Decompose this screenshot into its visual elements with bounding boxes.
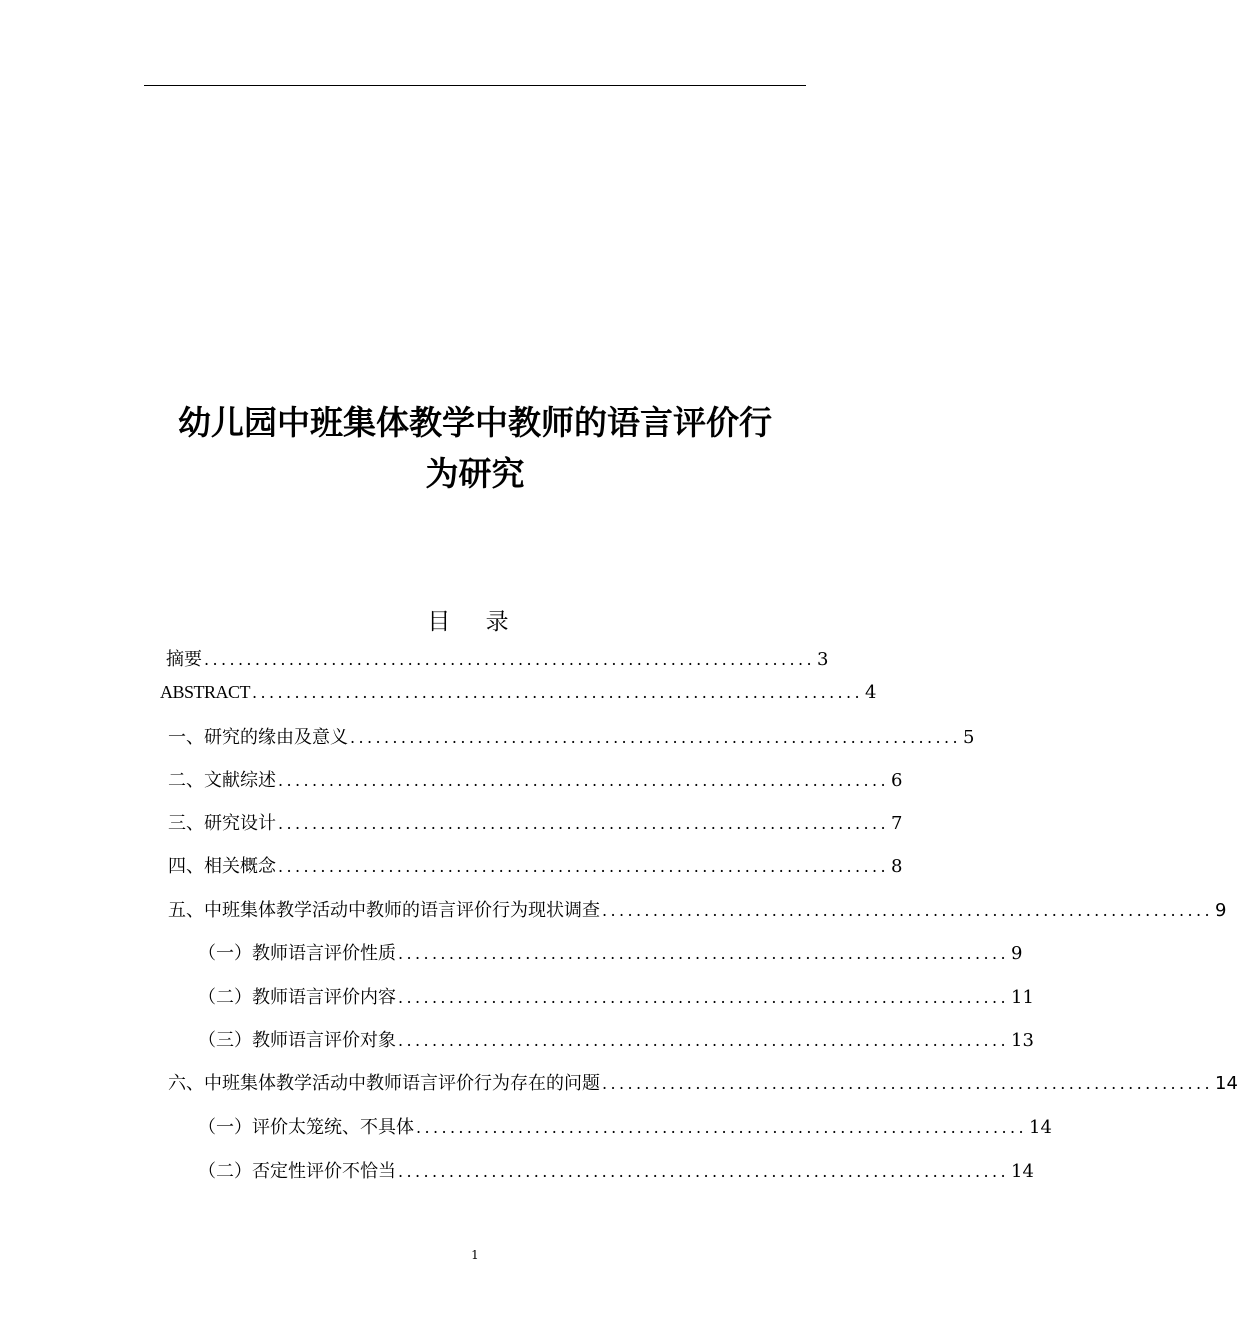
toc-entry-number: 五、 (168, 900, 204, 921)
toc-entry-label: （二）否定性评价不恰当 (198, 1161, 396, 1182)
toc-leader-dots: ........................................................................ (398, 1031, 1009, 1050)
toc-leader-dots: ........................................................................ (398, 988, 1009, 1007)
toc-entry-page: 11 (1011, 987, 1034, 1008)
toc-entry-page: 3 (817, 649, 829, 670)
toc-entry-section-5-2[interactable] (198, 985, 1034, 1011)
toc-entry-label: 研究设计 (204, 813, 276, 834)
toc-entry-label: 摘要 (166, 649, 202, 670)
toc-leader-dots: ........................................................................ (602, 1074, 1213, 1093)
toc-entry-chapter-6[interactable] (168, 1071, 1238, 1097)
toc-entry-chapter-2[interactable] (168, 768, 903, 794)
toc-entry-page: 7 (891, 813, 903, 834)
toc-entry-page: 14 (1011, 1161, 1034, 1182)
toc-entry-number: 六、 (168, 1073, 204, 1094)
toc-entry-page: 9 (1011, 943, 1023, 964)
toc-entry-section-6-1[interactable] (198, 1115, 1052, 1141)
toc-entry-number: 二、 (168, 770, 204, 791)
toc-leader-dots: ........................................................................ (204, 650, 815, 669)
toc-entry-abstract-en[interactable] (160, 679, 877, 705)
toc-leader-dots: ........................................................................ (602, 901, 1213, 920)
toc-entry-section-5-3[interactable] (198, 1028, 1034, 1054)
toc-entry-label: 研究的缘由及意义 (204, 727, 348, 748)
toc-entry-label: （一）评价太笼统、不具体 (198, 1117, 414, 1138)
toc-leader-dots: ........................................................................ (398, 944, 1009, 963)
toc-leader-dots: ........................................................................ (278, 857, 889, 876)
toc-entry-number: 四、 (168, 856, 204, 877)
toc-entry-page: 5 (963, 727, 975, 748)
toc-entry-page: 14 (1215, 1073, 1238, 1094)
toc-entry-page: 14 (1029, 1117, 1052, 1138)
header-rule (144, 85, 806, 86)
toc-entry-label: 中班集体教学活动中教师的语言评价行为现状调查 (204, 900, 600, 921)
toc-entry-chapter-4[interactable] (168, 854, 903, 880)
toc-entry-label: （一）教师语言评价性质 (198, 943, 396, 964)
toc-entry-abstract-cn[interactable] (166, 647, 829, 673)
toc-entry-chapter-3[interactable] (168, 811, 903, 837)
toc-entry-label: 中班集体教学活动中教师语言评价行为存在的问题 (204, 1073, 600, 1094)
document-title-line-2: 为研究 (425, 454, 525, 493)
toc-entry-page: 9 (1215, 900, 1227, 921)
toc-entry-chapter-5[interactable] (168, 898, 1227, 924)
toc-entry-label: （三）教师语言评价对象 (198, 1030, 396, 1051)
toc-entry-page: 8 (891, 856, 903, 877)
toc-leader-dots: ........................................................................ (252, 683, 864, 702)
toc-entry-page: 4 (865, 682, 877, 703)
toc-entry-label: （二）教师语言评价内容 (198, 987, 396, 1008)
toc-leader-dots: ........................................................................ (350, 728, 961, 747)
toc-entry-section-6-2[interactable] (198, 1159, 1034, 1185)
toc-entry-number: 一、 (168, 727, 204, 748)
toc-leader-dots: ........................................................................ (278, 771, 889, 790)
page-number: 1 (471, 1248, 479, 1262)
toc-leader-dots: ........................................................................ (398, 1162, 1009, 1181)
toc-entry-number: 三、 (168, 813, 204, 834)
toc-leader-dots: ........................................................................ (416, 1118, 1027, 1137)
toc-entry-page: 13 (1011, 1030, 1034, 1051)
toc-entry-section-5-1[interactable] (198, 941, 1023, 967)
toc-heading: 目 录 (427, 609, 523, 635)
toc-entry-chapter-1[interactable] (168, 725, 975, 751)
toc-entry-label: 相关概念 (204, 856, 276, 877)
document-title-line-1: 幼儿园中班集体教学中教师的语言评价行 (178, 403, 772, 442)
toc-entry-label: 文献综述 (204, 770, 276, 791)
toc-entry-label: ABSTRACT (160, 682, 251, 702)
toc-leader-dots: ........................................................................ (278, 814, 889, 833)
toc-entry-page: 6 (891, 770, 903, 791)
